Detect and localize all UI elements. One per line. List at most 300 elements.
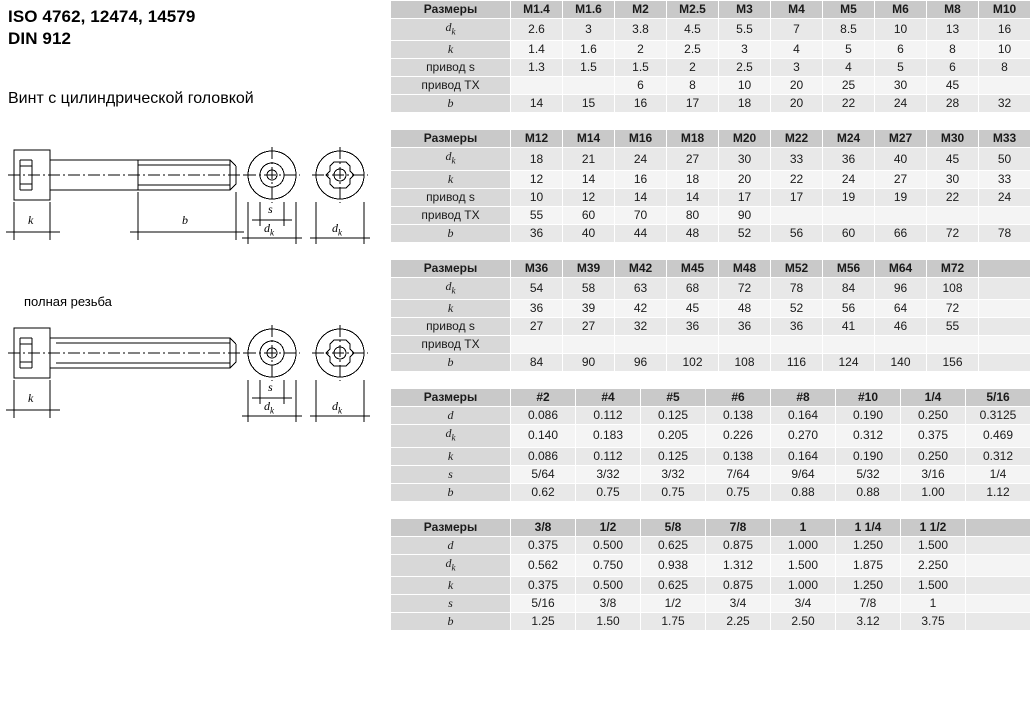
table-cell: 0.562 [511, 554, 576, 576]
table-row [391, 576, 1031, 594]
table-cell: 3/32 [576, 465, 641, 483]
table-cell: 2.250 [901, 554, 966, 576]
table-cell: 36 [771, 318, 823, 336]
table-cell: 66 [875, 224, 927, 242]
table-header-size-label: Размеры [391, 389, 511, 407]
table-cell: 1.50 [576, 612, 641, 630]
table-cell [823, 336, 875, 354]
table-row-label: b [391, 354, 511, 372]
table-cell: 0.138 [706, 447, 771, 465]
table-column-header: M30 [927, 130, 979, 148]
dim-label-s: s [268, 202, 273, 216]
table-cell: 5 [875, 59, 927, 77]
table-cell: 8 [667, 77, 719, 95]
table-cell: 0.625 [641, 536, 706, 554]
table-row-label: b [391, 612, 511, 630]
table-cell: 0.312 [836, 425, 901, 447]
table-cell: 24 [979, 188, 1031, 206]
table-cell: 12 [511, 170, 563, 188]
table-cell: 3 [719, 41, 771, 59]
table-row-label: $d_k$ [391, 425, 511, 447]
table-column-header: M12 [511, 130, 563, 148]
table-cell: 78 [771, 277, 823, 299]
table-cell: 0.190 [836, 447, 901, 465]
table-cell: 0.164 [771, 447, 836, 465]
table-cell: 2.50 [771, 612, 836, 630]
table-cell: 12 [563, 188, 615, 206]
table-cell: 0.500 [576, 576, 641, 594]
table-column-header: M10 [979, 1, 1031, 19]
table-column-header: M20 [719, 130, 771, 148]
table-cell: 90 [719, 206, 771, 224]
table-cell: 17 [719, 188, 771, 206]
table-cell: 1.875 [836, 554, 901, 576]
table-cell: 10 [719, 77, 771, 95]
screw-drawing-full-thread [0, 318, 386, 448]
table-row-label: привод s [391, 318, 511, 336]
table-cell: 3.12 [836, 612, 901, 630]
table-cell: 80 [667, 206, 719, 224]
table-cell [719, 336, 771, 354]
dim-label-b: b [182, 213, 188, 227]
dim-label-dk-full: $d_k$ [264, 399, 274, 416]
table-row-label: b [391, 483, 511, 501]
dim-label-dk: $d_k$ [264, 221, 274, 238]
table-cell: 48 [719, 300, 771, 318]
table-cell: 8 [979, 59, 1031, 77]
table-row-label: привод ТХ [391, 206, 511, 224]
table-cell: 0.183 [576, 425, 641, 447]
page-title-line2: DIN 912 [8, 29, 72, 48]
table-cell: 0.250 [901, 447, 966, 465]
table-row [391, 148, 1031, 170]
table-cell: 0.312 [966, 447, 1031, 465]
page-title [8, 6, 195, 50]
table-cell [615, 336, 667, 354]
table-cell: 1/4 [966, 465, 1031, 483]
table-cell [979, 354, 1031, 372]
table-cell [966, 554, 1031, 576]
table-cell: 72 [719, 277, 771, 299]
table-cell: 0.375 [901, 425, 966, 447]
table-column-header: 1/2 [576, 518, 641, 536]
table-cell: 1.000 [771, 576, 836, 594]
drawing-column [0, 0, 386, 703]
table-cell: 16 [979, 19, 1031, 41]
table-cell: 10 [875, 19, 927, 41]
table-cell: 1.500 [901, 576, 966, 594]
table-cell: 30 [875, 77, 927, 95]
table-cell: 32 [979, 95, 1031, 113]
table-row [391, 206, 1031, 224]
table-row [391, 170, 1031, 188]
table-cell: 6 [927, 59, 979, 77]
table-cell: 36 [511, 224, 563, 242]
table-cell: 42 [615, 300, 667, 318]
table-row-label: k [391, 300, 511, 318]
table-cell [979, 300, 1031, 318]
table-cell: 52 [719, 224, 771, 242]
table-cell: 3/4 [771, 594, 836, 612]
table-cell: 0.375 [511, 576, 576, 594]
table-cell [511, 336, 563, 354]
table-row [391, 19, 1031, 41]
table-cell: 4.5 [667, 19, 719, 41]
table-row [391, 594, 1031, 612]
table-cell: 0.3125 [966, 407, 1031, 425]
table-column-header: M36 [511, 259, 563, 277]
table-cell: 3.8 [615, 19, 667, 41]
table-cell: 1 [901, 594, 966, 612]
table-cell: 64 [875, 300, 927, 318]
table-cell: 0.138 [706, 407, 771, 425]
table-cell [966, 612, 1031, 630]
table-cell: 7 [771, 19, 823, 41]
table-cell: 1.500 [901, 536, 966, 554]
table-column-header: M5 [823, 1, 875, 19]
table-cell: 0.205 [641, 425, 706, 447]
table-cell: 27 [875, 170, 927, 188]
table-cell: 1.500 [771, 554, 836, 576]
table-cell: 1.4 [511, 41, 563, 59]
table-cell: 15 [563, 95, 615, 113]
table-cell: 60 [823, 224, 875, 242]
table-cell [966, 594, 1031, 612]
table-cell: 36 [667, 318, 719, 336]
table-column-header [979, 259, 1031, 277]
table-cell: 24 [823, 170, 875, 188]
table-cell: 96 [615, 354, 667, 372]
table-row [391, 41, 1031, 59]
table-row-label: k [391, 447, 511, 465]
table-row-label: привод ТХ [391, 77, 511, 95]
table-cell: 14 [615, 188, 667, 206]
table-cell: 8 [927, 41, 979, 59]
table-cell: 3 [771, 59, 823, 77]
table-column-header: M2.5 [667, 1, 719, 19]
table-cell [511, 77, 563, 95]
table-cell: 0.75 [576, 483, 641, 501]
table-row [391, 465, 1031, 483]
table-column-header: #4 [576, 389, 641, 407]
table-cell [979, 206, 1031, 224]
dimension-table [390, 0, 1031, 113]
table-cell: 1.25 [511, 612, 576, 630]
table-cell: 52 [771, 300, 823, 318]
table-cell: 41 [823, 318, 875, 336]
dim-label-dk-torx-full: $d_k$ [332, 399, 342, 416]
table-cell: 0.190 [836, 407, 901, 425]
table-cell: 0.75 [641, 483, 706, 501]
table-cell [667, 336, 719, 354]
table-cell [979, 77, 1031, 95]
table-cell [875, 206, 927, 224]
table-cell: 0.88 [836, 483, 901, 501]
table-row-label: b [391, 95, 511, 113]
table-cell: 20 [771, 77, 823, 95]
table-cell: 1.000 [771, 536, 836, 554]
table-column-header: M52 [771, 259, 823, 277]
table-cell: 3/32 [641, 465, 706, 483]
table-row-label: s [391, 594, 511, 612]
dim-label-s-full: s [268, 380, 273, 394]
table-row [391, 407, 1031, 425]
table-cell: 6 [875, 41, 927, 59]
table-column-header [966, 518, 1031, 536]
table-cell: 14 [667, 188, 719, 206]
table-column-header: 3/8 [511, 518, 576, 536]
table-cell [927, 336, 979, 354]
table-cell: 3/8 [576, 594, 641, 612]
table-cell: 0.875 [706, 576, 771, 594]
table-cell: 27 [511, 318, 563, 336]
table-cell [771, 206, 823, 224]
table-cell: 22 [771, 170, 823, 188]
table-cell: 96 [875, 277, 927, 299]
table-cell: 19 [875, 188, 927, 206]
table-column-header: M64 [875, 259, 927, 277]
table-cell: 55 [927, 318, 979, 336]
table-cell: 46 [875, 318, 927, 336]
table-cell: 14 [563, 170, 615, 188]
table-cell: 18 [719, 95, 771, 113]
table-cell: 14 [511, 95, 563, 113]
table-cell: 4 [771, 41, 823, 59]
table-row [391, 354, 1031, 372]
table-cell: 55 [511, 206, 563, 224]
table-row [391, 447, 1031, 465]
table-cell: 4 [823, 59, 875, 77]
table-cell [771, 336, 823, 354]
table-cell: 5/16 [511, 594, 576, 612]
table-cell: 72 [927, 300, 979, 318]
table-column-header: 1 1/4 [836, 518, 901, 536]
table-header-size-label: Размеры [391, 130, 511, 148]
table-cell: 78 [979, 224, 1031, 242]
table-cell: 10 [511, 188, 563, 206]
table-row [391, 95, 1031, 113]
table-cell: 0.750 [576, 554, 641, 576]
table-column-header: 1 1/2 [901, 518, 966, 536]
table-row [391, 483, 1031, 501]
table-cell: 72 [927, 224, 979, 242]
table-cell: 1.75 [641, 612, 706, 630]
table-row [391, 612, 1031, 630]
table-cell: 20 [771, 95, 823, 113]
table-column-header: 1 [771, 518, 836, 536]
table-column-header: #5 [641, 389, 706, 407]
table-cell: 2.5 [667, 41, 719, 59]
table-cell: 22 [927, 188, 979, 206]
table-cell: 1.12 [966, 483, 1031, 501]
table-cell: 36 [719, 318, 771, 336]
table-cell: 5 [823, 41, 875, 59]
screw-drawing-partial-thread [0, 140, 386, 270]
table-cell: 70 [615, 206, 667, 224]
table-cell: 45 [667, 300, 719, 318]
table-cell [875, 336, 927, 354]
dim-label-k: k [28, 213, 34, 227]
table-cell: 45 [927, 148, 979, 170]
table-row-label: d [391, 407, 511, 425]
table-header-size-label: Размеры [391, 518, 511, 536]
table-row-label: s [391, 465, 511, 483]
table-row-label: $d_k$ [391, 19, 511, 41]
table-cell: 30 [927, 170, 979, 188]
table-cell: 16 [615, 95, 667, 113]
table-cell: 24 [615, 148, 667, 170]
table-cell: 7/8 [836, 594, 901, 612]
table-column-header: 5/8 [641, 518, 706, 536]
table-cell: 0.112 [576, 407, 641, 425]
table-column-header: 5/16 [966, 389, 1031, 407]
table-row [391, 300, 1031, 318]
table-cell: 25 [823, 77, 875, 95]
table-cell: 1.00 [901, 483, 966, 501]
table-column-header: M27 [875, 130, 927, 148]
table-cell: 18 [511, 148, 563, 170]
table-cell: 39 [563, 300, 615, 318]
table-cell: 40 [875, 148, 927, 170]
dimension-table [390, 129, 1031, 242]
table-row-label: k [391, 576, 511, 594]
table-column-header: M3 [719, 1, 771, 19]
table-cell: 10 [979, 41, 1031, 59]
table-row-label: d [391, 536, 511, 554]
table-row [391, 59, 1031, 77]
table-cell: 50 [979, 148, 1031, 170]
dim-label-dk-torx: $d_k$ [332, 221, 342, 238]
table-cell: 44 [615, 224, 667, 242]
table-row [391, 425, 1031, 447]
table-row [391, 188, 1031, 206]
table-row-label: привод s [391, 188, 511, 206]
table-cell [563, 77, 615, 95]
table-cell: 24 [875, 95, 927, 113]
table-column-header: M8 [927, 1, 979, 19]
dim-label-k-full: k [28, 391, 34, 405]
table-column-header: M33 [979, 130, 1031, 148]
table-cell: 7/64 [706, 465, 771, 483]
table-cell: 2.5 [719, 59, 771, 77]
table-cell: 5/32 [836, 465, 901, 483]
table-cell: 1.3 [511, 59, 563, 77]
table-cell [979, 318, 1031, 336]
table-cell: 3 [563, 19, 615, 41]
table-cell: 0.938 [641, 554, 706, 576]
table-cell: 8.5 [823, 19, 875, 41]
table-cell: 102 [667, 354, 719, 372]
table-cell: 0.500 [576, 536, 641, 554]
table-column-header: 7/8 [706, 518, 771, 536]
table-cell: 5.5 [719, 19, 771, 41]
table-column-header: M72 [927, 259, 979, 277]
table-cell: 108 [719, 354, 771, 372]
table-column-header: M22 [771, 130, 823, 148]
table-cell: 54 [511, 277, 563, 299]
table-cell: 1.6 [563, 41, 615, 59]
table-cell: 1.5 [563, 59, 615, 77]
table-cell: 1/2 [641, 594, 706, 612]
table-column-header: M56 [823, 259, 875, 277]
table-row [391, 277, 1031, 299]
table-column-header: #8 [771, 389, 836, 407]
table-column-header: M45 [667, 259, 719, 277]
table-cell: 36 [511, 300, 563, 318]
table-cell: 0.250 [901, 407, 966, 425]
table-row-label: $d_k$ [391, 148, 511, 170]
dimension-table [390, 259, 1031, 372]
table-cell [927, 206, 979, 224]
table-column-header: M1.6 [563, 1, 615, 19]
table-row-label: k [391, 170, 511, 188]
table-column-header: M24 [823, 130, 875, 148]
table-cell: 2 [615, 41, 667, 59]
table-header-size-label: Размеры [391, 1, 511, 19]
table-cell: 32 [615, 318, 667, 336]
table-cell: 0.125 [641, 407, 706, 425]
table-cell: 0.375 [511, 536, 576, 554]
table-row [391, 536, 1031, 554]
table-cell: 156 [927, 354, 979, 372]
table-cell: 19 [823, 188, 875, 206]
table-cell: 2 [667, 59, 719, 77]
table-cell: 0.164 [771, 407, 836, 425]
table-cell: 116 [771, 354, 823, 372]
table-column-header: 1/4 [901, 389, 966, 407]
table-row-label: привод s [391, 59, 511, 77]
table-cell: 0.125 [641, 447, 706, 465]
table-row [391, 77, 1031, 95]
table-cell: 58 [563, 277, 615, 299]
dimension-table [390, 518, 1031, 631]
table-cell [979, 336, 1031, 354]
table-cell: 16 [615, 170, 667, 188]
page-title-line1: ISO 4762, 12474, 14579 [8, 7, 196, 26]
table-cell: 63 [615, 277, 667, 299]
table-cell: 20 [719, 170, 771, 188]
table-cell: 40 [563, 224, 615, 242]
table-column-header: #6 [706, 389, 771, 407]
table-row [391, 336, 1031, 354]
table-row-label: b [391, 224, 511, 242]
table-cell: 3/4 [706, 594, 771, 612]
table-cell: 1.250 [836, 536, 901, 554]
table-cell: 3/16 [901, 465, 966, 483]
table-cell: 140 [875, 354, 927, 372]
table-cell: 2.25 [706, 612, 771, 630]
table-cell: 28 [927, 95, 979, 113]
table-cell: 56 [823, 300, 875, 318]
table-cell: 68 [667, 277, 719, 299]
table-cell: 1.5 [615, 59, 667, 77]
table-cell: 22 [823, 95, 875, 113]
table-row-label: привод ТХ [391, 336, 511, 354]
table-cell: 90 [563, 354, 615, 372]
table-cell: 84 [511, 354, 563, 372]
table-cell [966, 576, 1031, 594]
table-row-label: $d_k$ [391, 554, 511, 576]
table-cell: 13 [927, 19, 979, 41]
table-column-header: M48 [719, 259, 771, 277]
table-cell: 0.086 [511, 407, 576, 425]
table-cell: 36 [823, 148, 875, 170]
table-column-header: M42 [615, 259, 667, 277]
table-column-header: #10 [836, 389, 901, 407]
table-cell: 0.112 [576, 447, 641, 465]
table-cell: 0.62 [511, 483, 576, 501]
table-cell: 21 [563, 148, 615, 170]
